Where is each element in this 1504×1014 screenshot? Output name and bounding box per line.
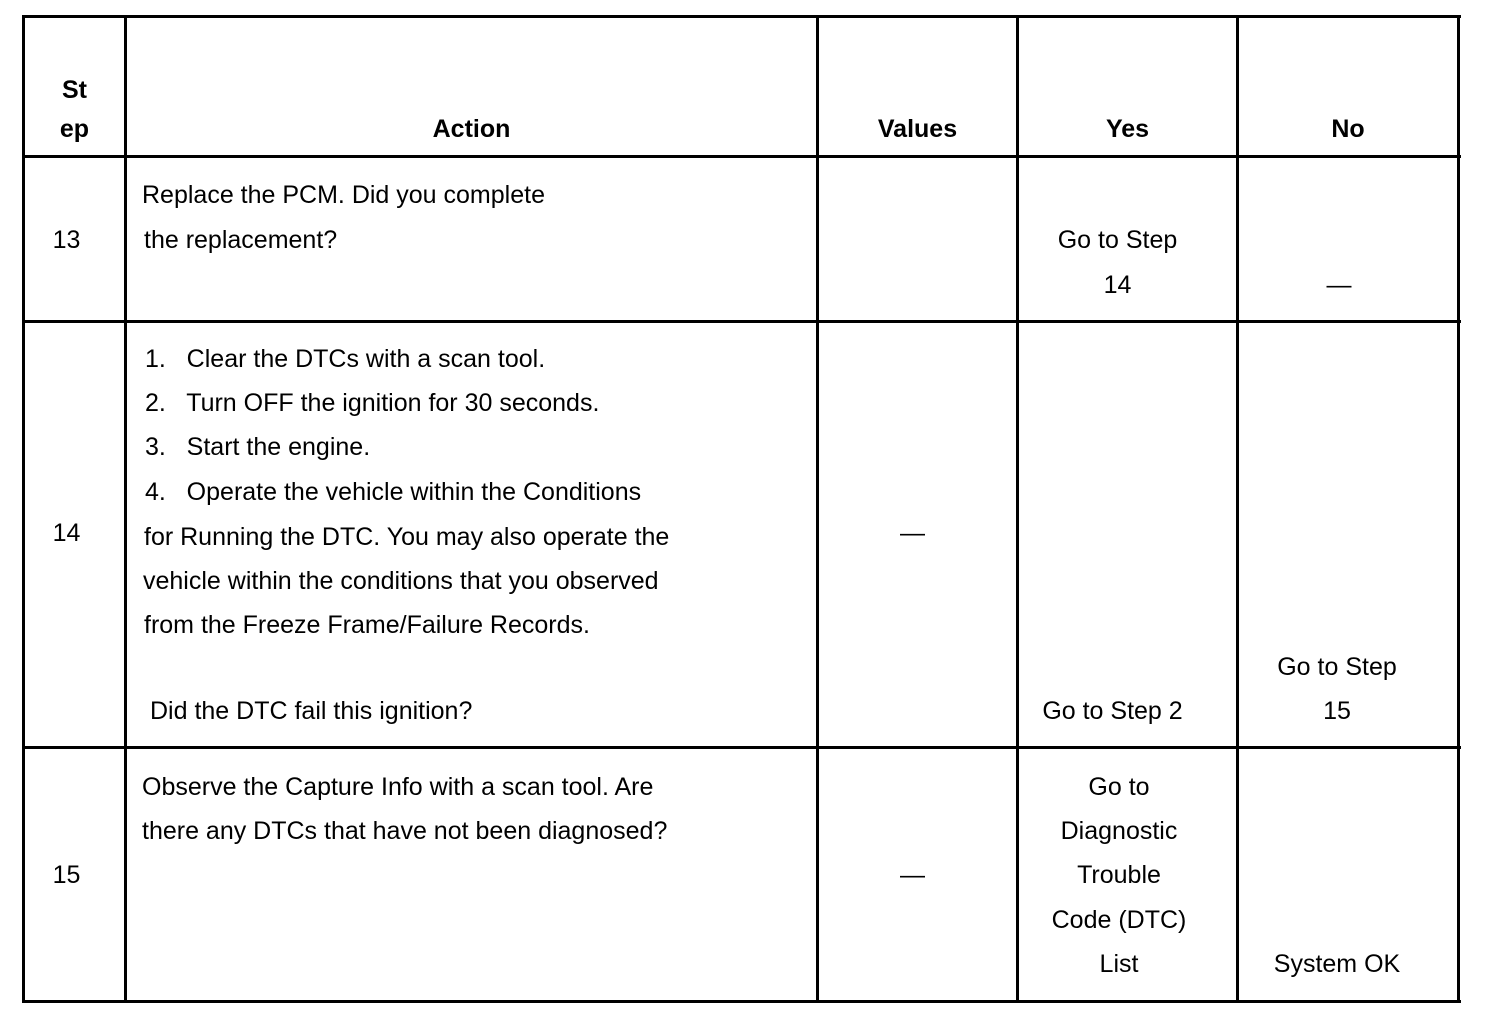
action-question: Did the DTC fail this ignition? <box>150 697 473 725</box>
table-border-top <box>22 15 1461 18</box>
values-cell: — <box>900 861 925 889</box>
no-result: — <box>1326 271 1352 299</box>
action-text: for Running the DTC. You may also operate the <box>144 523 670 551</box>
yes-result: 14 <box>1103 271 1132 299</box>
column-divider <box>1236 15 1239 1003</box>
action-step-item: 2. Turn OFF the ignition for 30 seconds. <box>145 389 600 417</box>
action-step-item: 3. Start the engine. <box>145 433 371 461</box>
action-step-item: 4. Operate the vehicle within the Conditions <box>145 478 642 506</box>
row-divider <box>22 746 1461 749</box>
row-divider <box>22 320 1461 323</box>
header-yes: Yes <box>1105 115 1150 143</box>
action-text: Replace the PCM. Did you complete <box>142 181 545 209</box>
column-divider <box>816 15 819 1003</box>
no-result: 15 <box>1323 697 1351 725</box>
table-border-left <box>22 15 25 1003</box>
table-border-bottom <box>22 1000 1461 1003</box>
table-border-right <box>1457 15 1460 1003</box>
header-step: St <box>62 76 87 104</box>
yes-result: Diagnostic <box>1060 817 1178 845</box>
action-step-item: 1. Clear the DTCs with a scan tool. <box>145 345 546 373</box>
yes-result: Trouble <box>1077 861 1161 889</box>
yes-result: List <box>1099 950 1139 978</box>
action-text: Observe the Capture Info with a scan tool. Are <box>142 773 654 801</box>
action-text: the replacement? <box>144 226 338 254</box>
step-number: 14 <box>52 519 81 547</box>
step-number: 13 <box>52 226 81 254</box>
yes-result: Go to Step <box>1057 226 1178 254</box>
values-cell: — <box>900 519 925 547</box>
header-divider <box>22 155 1461 158</box>
header-action: Action <box>432 115 511 143</box>
yes-result: Go to Step 2 <box>1042 697 1183 725</box>
no-result: System OK <box>1273 950 1401 978</box>
action-text: there any DTCs that have not been diagnosed? <box>142 817 668 845</box>
header-step: ep <box>59 115 90 143</box>
step-number: 15 <box>52 861 81 889</box>
yes-result: Go to <box>1088 773 1150 801</box>
action-text: vehicle within the conditions that you observed <box>143 567 659 595</box>
column-divider <box>1016 15 1019 1003</box>
header-no: No <box>1331 115 1365 143</box>
column-divider <box>124 15 127 1003</box>
no-result: Go to Step <box>1277 653 1397 681</box>
action-text: from the Freeze Frame/Failure Records. <box>144 611 590 639</box>
header-values: Values <box>877 115 958 143</box>
yes-result: Code (DTC) <box>1051 906 1187 934</box>
